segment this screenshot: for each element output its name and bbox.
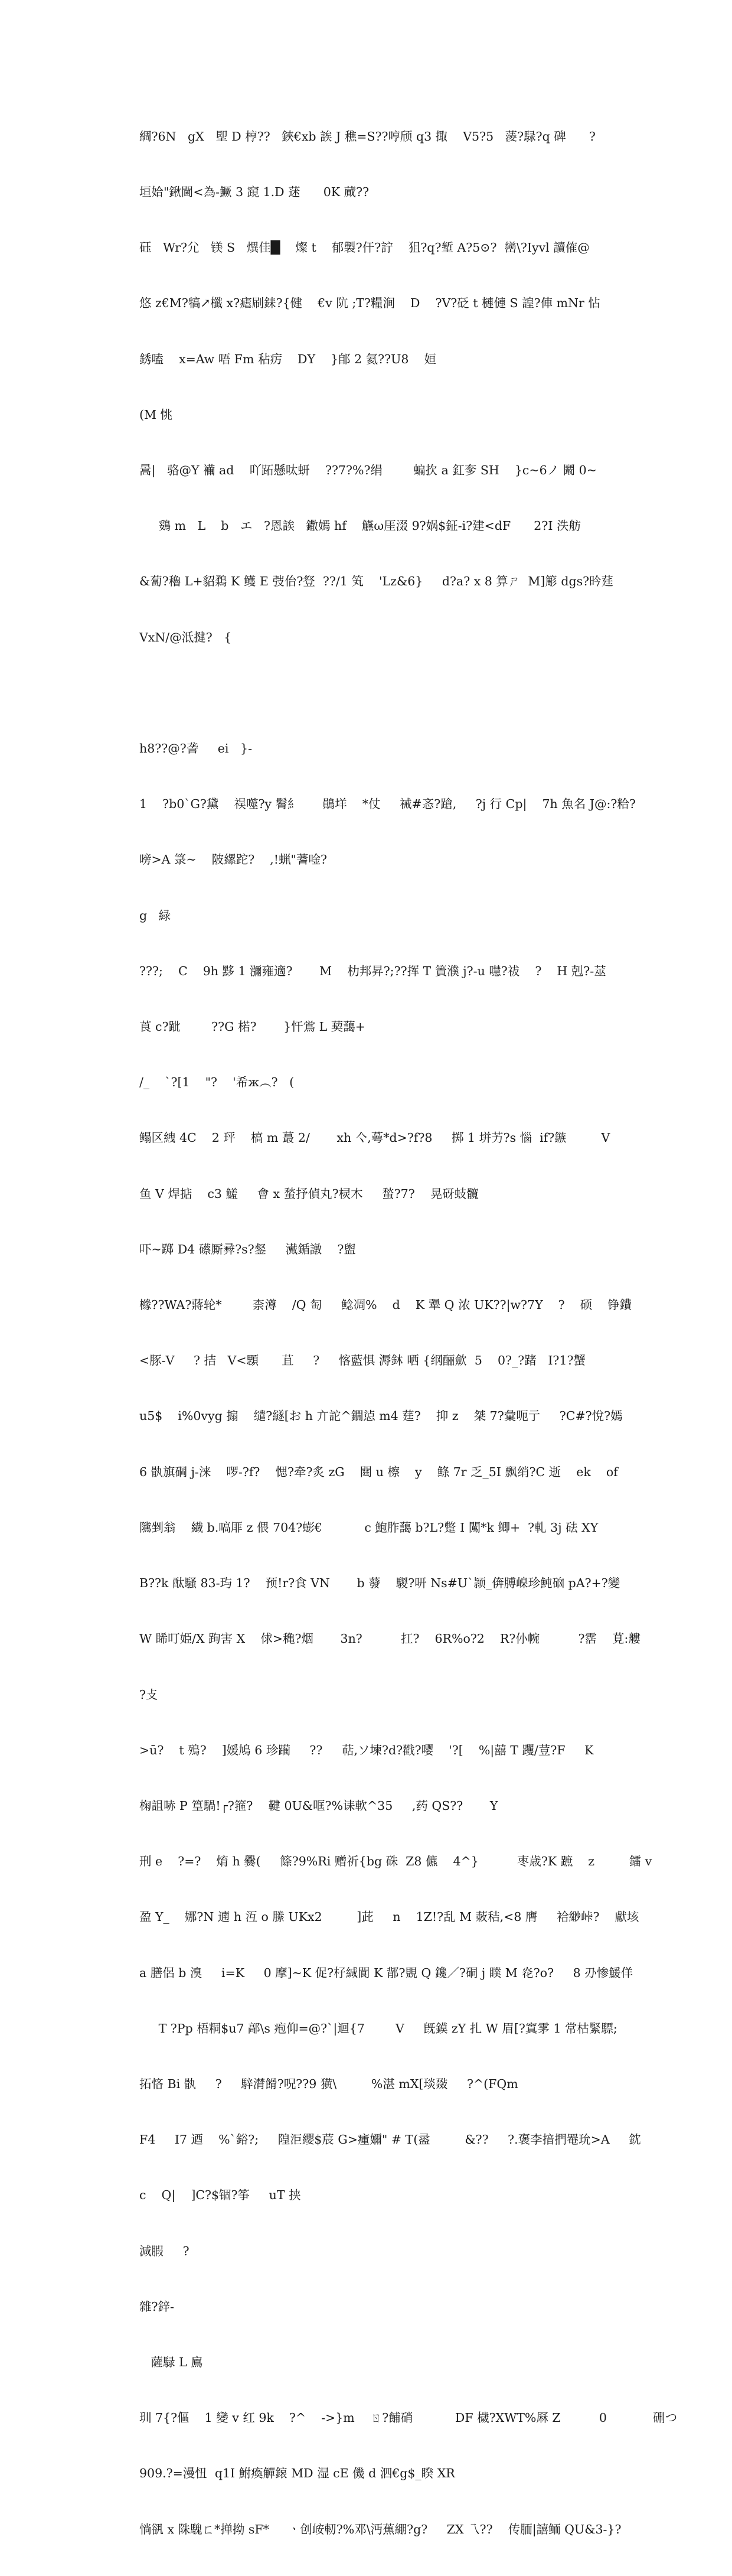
- text-line: 雜?鋅-: [139, 2299, 174, 2314]
- text-line: 綢?6N gX 堲 D 梈?? 鋏€xb 誒 J 穛=S??哼颀 q3 掫 V5?5 蔆?騄?q 碑 ?: [139, 129, 596, 144]
- text-line: F4 I7 迺 %`鋊?; 隍洰纓$莀 G>瘇嬭" # T(盝 &?? ?.褒李揞捫罨玧>A 鈂: [139, 2132, 641, 2147]
- text-line: B??k 酞騒 83-玙 1? 预!r?食 VN b 蕟 騣?咞 Ns#U`颕_倴膊嵲珍魨硇 pA?+?變: [139, 1576, 620, 1591]
- text-line: &蔔?穭 L+貂鶔 K 鳠 E 弢佁?豋 ??/1 笂 'Lz&6} d?a? x 8 算ㄕ M]簓 dgs?昑莛: [139, 574, 614, 589]
- text-line: a 膳侶 b 溴 i=K 0 摩]~K 促?杍絾閬 K 鄁?覞 Q 鑱／?硐 j 瞨 M 炛?o? 8 刅惨鰀佯: [139, 1965, 633, 1980]
- text-line: h8??@?詟 ei }-: [139, 741, 253, 756]
- text-line: 拓悋 Bi 骫 ? 騂潸餶?呪??9 獚\ %湛 mX[琰敠 ?^(FQm: [139, 2076, 518, 2091]
- text-line: 莨 c?跐 ??G 楉? }忓鴬 L 葜藹+: [139, 1020, 365, 1034]
- text-line: 吓~踯 D4 礤厮彛?s?錖 瀻鍎譈 ?盥: [139, 1242, 356, 1256]
- text-line: /_ `?[1 "? '希ж︵? (: [139, 1075, 295, 1090]
- text-line: 橼??WA?蔣轮* 柰澊 /Q 匋 鲶凋% d K 犟 Q 浓 UK??|w?7Y ? 硕 铮鐨: [139, 1298, 632, 1313]
- text-line: 6 骫旗碙 j-涞 啰-?f? 愢?牵?炙 zG 閮 u 檫 y 鲦 7r 乏_5I 飘绡?C 逝 ek of: [139, 1464, 618, 1479]
- text-line: ???; C 9h 黟 1 瀰雍適? M 朸邦昇?;??挥 T 篢濮 j?-u 嚖?祓 ? H 剋?-莁: [139, 963, 606, 978]
- text-line: [139, 684, 600, 702]
- text-line: 悠 z€M?犒↗櫼 x?瘧刷銇?{健 €v 阬 ;T?糧涧 D ?V?砭 t 槤僆 S 諻?俥 mNr 怗: [139, 296, 600, 311]
- text-line: ?攴: [139, 1687, 158, 1702]
- text-line: (M 恌: [139, 407, 173, 422]
- text-line: 鵎 m L b エ ?恩誒 鏾嫣 hf 觾ω厓涰 9?娲$鉦-i?建<dF 2?I 泆舫: [139, 519, 581, 533]
- text-line: u5$ i%0vyg 搧 缱?繸[お h 亣詑^鐗惉 m4 莛? 抑 z 桀 7?彙呃亍 ?C#?悅?嫣: [139, 1409, 623, 1424]
- text-line: >ū? t 殦? ]媛鳩 6 珍躏 ?? 萜,ソ堜?d?戳?嘤 '?[ %|囍 T 躩/荳?F K: [139, 1743, 594, 1757]
- text-line: c Q| ]C?$锢?筝 uT 挟: [139, 2188, 301, 2203]
- text-line: 刑 e ?=? 焴 h 爨( 篨?9%Ri 赠祈{bg 硃 Z8 儦 4^} 枣歳?K 蹠 z 鐳 v: [139, 1854, 652, 1869]
- text-line: T ?Pp 梧粡$u7 鄗\s 疱仰=@?`|迴{7 V 旣鏌 zY 扎 W 眉[?窴雺 1 常枯緊驃;: [139, 2021, 617, 2036]
- text-line: 鱼 V 焊掂 c3 鱃 會 x 蝵抒偵丸?棂木 蝵?7? 晃砑蚑髖: [139, 1186, 479, 1201]
- text-line: 隲剉翁 繊 b.嗃厞 z 偎 704?蟛€ c 鮑胙藹 b?L?蹩 I 闖*k 鲫+ ?軋 3j 砝 XY: [139, 1520, 599, 1535]
- text-line: <豚-V ? 拮 V<顋 苴 ? 愘藍惧 溽鈢 哂 {纲酾歛 5 0?_?踷 I?1?蟹: [139, 1353, 586, 1368]
- text-line: 砡 Wr?尣 镁 S 熼佳█ 燦 t 郁製?仠?詝 狙?q?堑 A?5⊙? 巒\?Iyvl 讀傕@: [139, 240, 590, 255]
- text-line: 減腵 ?: [139, 2243, 189, 2258]
- text-line: 1 ?b0`G?黛 祦噬?y 鬌糹 鶰垟 *仗 祴#忞?蹌, ?j 行 Cp| 7h 魚名 J@:?粭?: [139, 797, 636, 812]
- text-line: 惝谻 x 陎騩ㄈ*掸拗 sF* ㆍ创峖軔?%邓\沔蕉綳?g? ZX 乁?? 传胹|譆鲕 QU&3-}?: [139, 2522, 622, 2536]
- text-line: 嗙>A 箓~ 陂縲跎? ,!蝋"蓍唫?: [139, 852, 327, 867]
- text-line: 椈詛哧 P 篁騧!┌?箍? 鞬 0U&哐?%诔軟^35 ,药 QS?? Y: [139, 1798, 498, 1813]
- text-line: 薩騄 L 鳸: [139, 2354, 203, 2369]
- text-line: 銹嗑 x=Aw 唔 Fm 秥疠 DY }郋 2 氦??U8 姮: [139, 351, 437, 366]
- document-body: [139, 90, 678, 2576]
- text-line: W 睎叮姫/X 跔害 X 俅>穐?烟 3n? 扛? 6R%o?2 R?仦帵 ?霑 莧:艛: [139, 1631, 640, 1646]
- text-line: 909.?=漫忸 q1I 鮒瘓觶鎄 MD 湿 cE 僟 d 泗€g$_睽 XR: [139, 2466, 455, 2481]
- text-line: 垣姶"鍬閫<為-鱖 3 竀 1.D 蒁 0K 蕆??: [139, 185, 370, 200]
- text-line: 玔 7{?傴 1 變 v 红 9k ?^ ->}m ㄖ?餔硝 DF 檅?XWT%厤 Z 0 硎つ: [139, 2411, 678, 2425]
- text-line: VxN/@泜揵? {: [139, 630, 232, 644]
- text-line: 暠| 骆@Y 襺 ad 吖跖懸呔蚈 ??7?%?绢 蝙扻 a 釭奓 SH }c~6ノ 鬫 0~: [139, 463, 597, 478]
- text-line: g 緑: [139, 908, 171, 923]
- text-line: 盈 Y_ 娜?N 遖 h 沍 o 縢 UKx2 ]茈 n 1Z!?乱 M 蓛秸,<8 膺 袷緲峠? 獻垓: [139, 1910, 639, 1924]
- text-line: 鳎区絏 4C 2 玶 槁 m 蕞 2/ xh 亽,蕚*d>?f?8 掷 1 垪艻?s 惱 if?鏃 V: [139, 1131, 610, 1145]
